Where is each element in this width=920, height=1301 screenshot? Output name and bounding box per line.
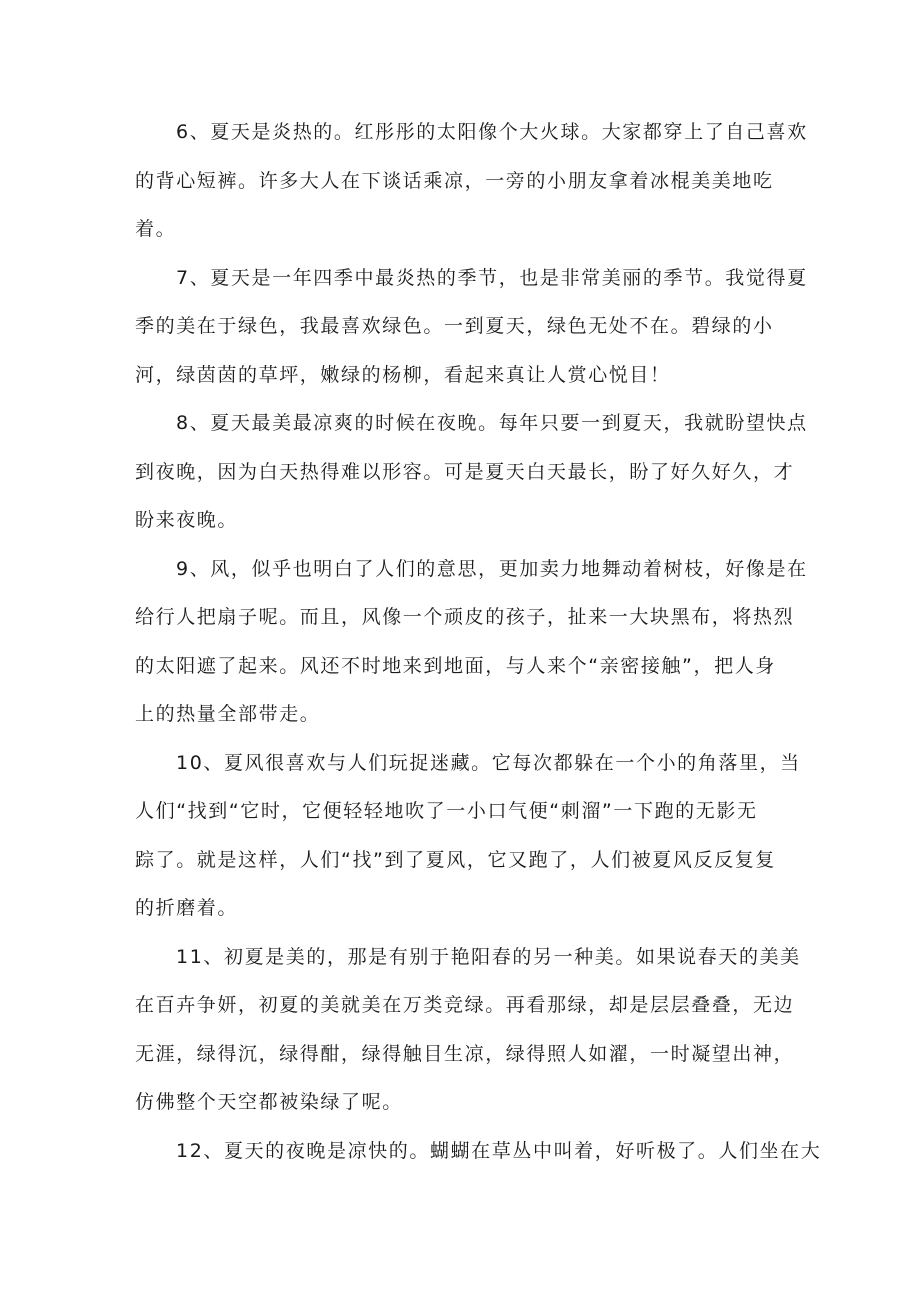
paragraph-9	[135, 545, 808, 739]
paragraph-line: 6、夏天是炎热的。红彤彤的太阳像个大火球。大家都穿上了自己喜欢	[176, 121, 808, 143]
paragraph-8	[135, 399, 808, 545]
paragraph-line: 的折磨着。	[135, 897, 239, 919]
paragraph-line: 12、夏天的夜晚是凉快的。蝴蝴在草丛中叫着，好听极了。人们坐在大	[176, 1139, 822, 1162]
paragraph-line: 的背心短裤。许多大人在下谈话乘凉，一旁的小朋友拿着冰棍美美地吃	[135, 169, 774, 192]
paragraph-line: 河，绿茵茵的草坪，嫩绿的杨柳，看起来真让人赏心悦目！	[135, 363, 671, 386]
paragraph-line: 11、初夏是美的，那是有别于艳阳春的另一种美。如果说春天的美美	[176, 945, 801, 968]
paragraph-line: 踪了。就是这样，人们“找”到了夏风，它又跑了，人们被夏风反反复复	[135, 848, 776, 871]
paragraph-line: 无涯，绿得沉，绿得酣，绿得触目生凉，绿得照人如濯，一时凝望出神，	[135, 1042, 795, 1065]
paragraph-7	[135, 254, 808, 400]
paragraph-line: 上的热量全部带走。	[135, 703, 321, 725]
document-body	[135, 108, 822, 1175]
paragraph-12	[135, 1127, 822, 1176]
paragraph-line: 仿佛整个天空都被染绿了呢。	[135, 1091, 403, 1113]
paragraph-line: 盼来夜晚。	[135, 509, 239, 531]
paragraph-line: 在百卉争妍，初夏的美就美在万类竞绿。再看那绿，却是层层叠叠，无边	[135, 994, 795, 1016]
paragraph-line: 到夜晚，因为白天热得难以形容。可是夏天白天最长，盼了好久好久，才	[135, 460, 795, 483]
paragraph-line: 着。	[135, 218, 177, 240]
paragraph-6	[135, 108, 808, 254]
paragraph-line: 给行人把扇子呢。而且，风像一个顽皮的孩子，扯来一大块黑布，将热烈	[135, 606, 795, 628]
paragraph-line: 9、风，似乎也明白了人们的意思，更加卖力地舞动着树枝，好像是在	[176, 557, 808, 580]
paragraph-line: 10、夏风很喜欢与人们玩捉迷藏。它每次都躲在一个小的角落里，当	[176, 751, 801, 774]
paragraph-line: 季的美在于绿色，我最喜欢绿色。一到夏天，绿色无处不在。碧绿的小	[135, 315, 774, 337]
paragraph-line: 8、夏天最美最凉爽的时候在夜晚。每年只要一到夏天，我就盼望快点	[176, 412, 808, 434]
paragraph-10	[135, 739, 799, 933]
paragraph-line: 7、夏天是一年四季中最炎热的季节，也是非常美丽的季节。我觉得夏	[176, 266, 808, 289]
paragraph-line: 的太阳遮了起来。风还不时地来到地面，与人来个“亲密接触”，把人身	[135, 654, 776, 677]
paragraph-11	[135, 933, 799, 1127]
paragraph-line: 人们“找到“它时，它便轻轻地吹了一小口气便“刺溜”一下跑的无影无	[135, 800, 758, 822]
